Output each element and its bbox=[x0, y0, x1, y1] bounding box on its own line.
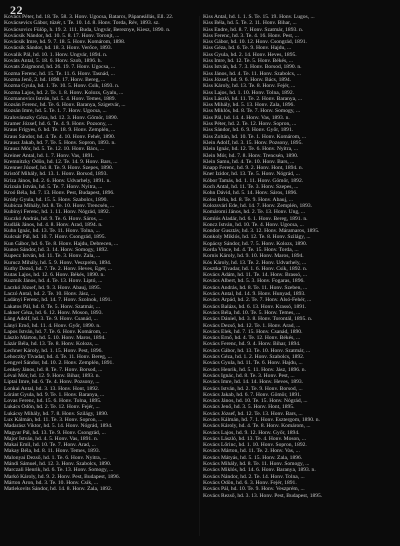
register-entry: Krausz Mór, hd. 5. Te. 12. 10. Honv. Bács, ... bbox=[4, 146, 105, 153]
register-entry: Kovalik Pál, hd. 10. 1. Honv. Ungvár, 1894. n. bbox=[4, 51, 108, 58]
register-entry: Kiss Imre, hd. 12. Te. 5. Honv. Békés, ... bbox=[203, 58, 294, 65]
register-entry: Kovácsik Nándor, hd. 10. 5. 8. 17. Honv. Toronjt, ... bbox=[4, 32, 120, 39]
register-entry: Klein Ignác, hd. 12. Te. 6. Honv. Nyitra, ... bbox=[203, 146, 298, 153]
register-entry: Magyar Pál, hd. 13. Te. 9. Honv. Csongrád, ... bbox=[4, 429, 106, 436]
register-entry: Laczó Antal, hd. 2. Te. 10. Honv. Jász, ... bbox=[4, 291, 95, 298]
register-entry: Kohn Dávid, hd. 5. 14. Honv. Sáros, 1896. bbox=[203, 190, 298, 197]
register-entry: Kovács Károly, hd. 4. Te. 8. Honv. Komárom, ... bbox=[203, 423, 311, 430]
register-entry: Kubinyi Ferenc, hd. 1. 11. Honv. Nógrád, 1892. bbox=[4, 209, 111, 216]
register-entry: Láng Adolf, hd. 3. Te. 9. Honv. Csanád, ... bbox=[4, 316, 98, 323]
register-entry: Kovács Rezső, hd. 3. 13. Honv. Pest, Budapest, 1895. bbox=[203, 492, 323, 499]
register-entry: Kovács Lajos, hd. 9. 12. Honv. Győr, 1894. bbox=[203, 429, 300, 436]
register-entry: Kovács László, hd. 13. Te. 4. Honv. Moson, ... bbox=[203, 435, 306, 442]
register-entry: Kovács Albert, hd. 5. 3. Honv. Fogaras, 1896. bbox=[203, 278, 305, 285]
register-entry: Lányi Ernő, hd. 11. 4. Honv. Győr, 1890. n. bbox=[4, 322, 101, 329]
register-entry: Kiss Zoltán, hd. 10. Te. 1. Honv. Komárom, ... bbox=[203, 133, 306, 140]
register-entry: Kovács Pál, hd. 10. Te. 9. Honv. Veszprém, ... bbox=[203, 486, 305, 493]
register-entry: Kiss István, hd. 7. 3. Honv. Borsod, 1890. n. bbox=[203, 64, 302, 71]
register-entry: Kovács Ignác, hd. 8. Te. 3. Honv. Pest, ... bbox=[203, 372, 295, 379]
register-entry: Kiss Péter, hd. 2. Te. 12. Honv. Sopron, ... bbox=[203, 121, 297, 128]
register-entry: Komáromi János, hd. 2. Te. 13. Honv. Ung, ... bbox=[203, 209, 306, 216]
register-entry: Kraus Sándor, hd. 4. Te. 4. 10. Honv. Fehér, 1890. bbox=[4, 133, 116, 140]
register-entry: Kulcsár Pál, hd. 10. 7. Honv. Csongrád, 1895. bbox=[4, 234, 106, 241]
register-entry: Kiss Sándor, hd. 6. 9. Honv. Győr, 1891. bbox=[203, 127, 294, 134]
register-entry: Kovács Ádám, hd. 11. Te. 14. Honv. Brassó, ... bbox=[203, 272, 308, 279]
register-entry: Kiss Antal, hd. 1. 1. S. Te. 15. 19. Honv. Lugos, ... bbox=[203, 14, 315, 20]
register-entry: Kovácsik Sándor, hd. 18. 3. Honv. Verőce, 1893. bbox=[4, 45, 113, 52]
register-entry: Lapos István, hd. 7. Te. 6. Honv. Komárom, ... bbox=[4, 328, 107, 335]
register-entry: Kóbor Tamás, hd. 1. 11. Honv. Gömör, 1892. bbox=[203, 177, 304, 184]
register-entry: Kozmanovics István, hd. 5. 4. Honv. Temes, 1889. bbox=[4, 95, 116, 102]
register-entry: Krúdy Gyula, hd. 15. 5. Honv. Szabolcs, 1890. bbox=[4, 196, 108, 203]
register-entry: Kiss János, hd. 4. Te. 11. Honv. Szabolcs, ... bbox=[203, 70, 301, 77]
register-entry: Kraus Frigyes, 6. hd. Te. 18. 9. Honv. Zemplén, ... bbox=[4, 127, 116, 134]
register-entry: Komlós Aladár, hd. 6. 1. Honv. Bereg, 1891. n. bbox=[203, 215, 308, 222]
register-entry: Lehoczky Tivadar, hd. 4. Te. 11. Honv. Bereg, ... bbox=[4, 354, 112, 361]
register-entry: Kovács Mátyás, hd. 5. 15. Honv. Zala, 1896. bbox=[203, 454, 303, 461]
register-entry: Kurucz Mihály, hd. 5. 9. Honv. Veszprém, 1894. bbox=[4, 259, 112, 266]
page-number: 22 bbox=[10, 3, 23, 17]
register-entry: Kubicza Mihály, hd. 8. Te. 10. Honv. Trencsén, ... bbox=[4, 202, 115, 209]
register-entry: Kozma Jenő, 2. hd. 1898. 17. Honv. Bereg, ... bbox=[4, 76, 106, 83]
register-entry: Kovácsik Imre, hd. 9. 7. 18. 5. Honv. Komárom, 1898. bbox=[4, 39, 126, 46]
register-entry: Kovács István, hd. 2. Te. 9. Honv. Borsod, ... bbox=[203, 385, 303, 392]
register-entry: Kralovánszky Géza, hd. 12. 3. Honv. Gömör, 1890. bbox=[4, 114, 119, 121]
register-entry: Mándi Sámuel, hd. 12. 3. Honv. Szabolcs, 1890. bbox=[4, 461, 112, 468]
register-entry: Kovács Mihály, hd. 8. Te. 11. Honv. Somogy, ... bbox=[203, 461, 310, 468]
register-entry: Kozma Lajos, hd. 2. Te. 1. 8. Honv. Kolozs, Gyalu, ... bbox=[4, 89, 124, 96]
register-entry: Major István, hd. 4. 5. Honv. Vas, 1891. n. bbox=[4, 435, 99, 442]
register-entry: Kiss Gyula, hd. 2. 14. Honv. Heves, 1895. bbox=[203, 51, 297, 58]
register-entry: Kovács Ernő, hd. 4. Te. 12. Honv. Békés, ... bbox=[203, 335, 301, 342]
register-entry: Kovats Zsigmond, hd. 26. 19. 7. Honv. Ugocsa, ... bbox=[4, 64, 116, 71]
column-divider bbox=[199, 16, 200, 536]
register-entry: Kornis Károly, hd. 9. 10. Honv. Maros, 1894. bbox=[203, 253, 304, 260]
register-entry: Kovács Imre, hd. 14. 14. Honv. Heves, 1893. bbox=[203, 379, 304, 386]
register-entry: Lakatos Pál, hd. 8. Te. 5. Honv. Szatmár, ... bbox=[4, 303, 100, 310]
register-entry: Kosztka Tivadar, hd. 1. 6. Honv. Csik, 1892. n. bbox=[203, 265, 308, 272]
register-entry: Malonyai Dezső, hd. 1. Te. 6. Honv. Nyitra, ... bbox=[4, 454, 107, 461]
register-entry: Kovács Gyula, hd. 11. Te. 6. Honv. Hajdu, ... bbox=[203, 360, 303, 367]
register-entry: Kiss Lajos, hd. 1. 10. Honv. Tolna, 1892. bbox=[203, 89, 294, 96]
register-entry: Krizsán István, hd. 5. Te. 7. Honv. Nyitra, ... bbox=[4, 184, 103, 191]
register-entry: Krenner József, hd. 8. Te. 9. Honv. Szepes, 1890. bbox=[4, 165, 114, 172]
register-entry: Kiss Mihály, hd. 5. 13. Honv. Zala, 1896. bbox=[203, 102, 295, 109]
register-entry: Kupecz István, hd. 11. Te. 3. Honv. Zala, ... bbox=[4, 253, 101, 260]
register-entry: Kiss Gábor, hd. 10. 12. Honv. Csongrád, 1891. bbox=[203, 39, 307, 46]
register-entry: Kuhn Ignác, hd. 13. Te. 11. Honv. Tolna, ... bbox=[4, 228, 100, 235]
register-entry: Kudlák János, hd. 4. 8. Honv. Arad, 1894. n. bbox=[4, 221, 103, 228]
register-entry: Madarász Viktor, hd. 5. 14. Honv. Nógrád, 1894. bbox=[4, 423, 113, 430]
register-entry: Kiss Endre, hd. 8. 7. Honv. Szatmár, 1893. n. bbox=[203, 26, 304, 33]
register-entry: Kovács Árpád, hd. 2. Te. 7. Honv. Alsó-Fehér, ... bbox=[203, 297, 312, 304]
register-entry: Lengyel Sándor, hd. 10. 2. Honv. Zemplén, 1891. bbox=[4, 360, 114, 367]
register-entry: Kuthy Dezső, hd. 7. Te. 2. Honv. Heves, Eger, ... bbox=[4, 265, 112, 272]
register-entry: Markó Károly, hd. 9. 2. Honv. Pest, Budapest, 1896. bbox=[4, 473, 121, 480]
register-entry: Kiss Miklós, hd. 8. Te. 7. Honv. Somogy, ... bbox=[203, 108, 301, 115]
register-entry: Konkoly Miklós, hd. 12. Te. 8. Honv. Szilágy, ... bbox=[203, 234, 311, 241]
register-entry: Lukács Ödön, hd. 2. Te. 12. Honv. Fejér, ... bbox=[4, 404, 100, 411]
register-entry: Liptai Imre, hd. 6. Te. 4. Honv. Pozsony, ... bbox=[4, 379, 100, 386]
register-entry: Kovács Ödön, hd. 6. 3. Honv. Fejér, 1891. bbox=[203, 479, 297, 486]
register-entry: Kun Gábor, hd. 6. Te. 8. Honv. Hajdu, Debrecen, ... bbox=[4, 240, 119, 247]
register-entry: Kuczkó András, hd. 9. Te. 6. Honv. Sáros, ... bbox=[4, 215, 103, 222]
register-entry: Kovács Béla, hd. 10. Te. 5. Honv. Temes, ... bbox=[203, 309, 301, 316]
register-entry: Lóránt Gyula, hd. 9. Te. 1. Honv. Baranya, ... bbox=[4, 391, 105, 398]
register-entry: Klein Samu, hd. 4. Te. 10. Honv. Bars, ... bbox=[203, 158, 295, 165]
register-entry: Lukácsy Mihály, hd. 7. 8. Honv. Szilágy, 1890. bbox=[4, 410, 109, 417]
register-entry: Kiss Ferenc, hd. 3. Te. 4. 16. Honv. Pest, ... bbox=[203, 32, 299, 39]
register-entry: Kovács János, hd. 10. Te. 15. Honv. Nógrád, ... bbox=[203, 398, 308, 405]
register-entry: Kiss Pál, hd. 14. 4. Honv. Vas, 1893. n. bbox=[203, 114, 290, 121]
register-entry: Kovács Dezső, hd. 12. Te. 1. Honv. Arad, ... bbox=[203, 322, 301, 329]
register-entry: Kovács Jakab, hd. 6. 7. Honv. Gömör, 1891. bbox=[203, 391, 302, 398]
register-entry: Márton Áron, hd. 3. Te. 10. Honv. Csik, ... bbox=[4, 479, 99, 486]
register-entry: Kovács Péter, hd. 18. Te. 58. 3. Honv. Ugocsa, Batarcs, Pápaneállás, Ell. 22. bbox=[4, 14, 174, 20]
register-entry: Kovács Elek, hd. 7. 15. Honv. Csanád, 1890. bbox=[203, 328, 303, 335]
register-entry: Kozsán Ferenc, hd. Te. 6. Honv. Baranya, Szigetvár, ... bbox=[4, 102, 126, 109]
right-column bbox=[203, 14, 396, 544]
register-entry: Kovács Dániel, hd. 3. 8. Honv. Torontál, 1895. n. bbox=[203, 316, 313, 323]
register-entry: Kramer József, hd. 6. Te. 4. 9. Honv. Pozsony, ... bbox=[4, 121, 113, 128]
register-entry: Kováts Antal, 5. 18. 6. Honv. Szob, 1896. h. bbox=[4, 58, 102, 65]
register-entry: Makai Emil, hd. 10. Te. 7. Honv. Arad, ... bbox=[4, 442, 96, 449]
register-entry: Koncz István, hd. 10. Te. 4. Honv. Ugocsa, ... bbox=[203, 221, 304, 228]
register-entry: Kovács Miklós, hd. 14. 6. Honv. Baranya, 1893. n. bbox=[203, 467, 316, 474]
register-entry: Kovács József, hd. 12. Te. 13. Honv. Bars, ... bbox=[203, 410, 303, 417]
register-entry: Kovács Ferenc, hd. 9. 4. Honv. Bihar, 1894. bbox=[203, 341, 301, 348]
register-entry: Kuzmik János, hd. 4. Te. 13. Honv. Liptó, ... bbox=[4, 278, 103, 285]
register-entry: Kiss Béla, hd. 5. Te. 2. 11. Honv. Bihar, ... bbox=[203, 20, 297, 27]
register-entry: Kovács Henrik, hd. 5. 11. Honv. Jász, 1896. n. bbox=[203, 366, 306, 373]
register-entry: Kovács Géza, hd. 1. 2. Honv. Szabolcs, 1892. bbox=[203, 354, 305, 361]
register-entry: Kós Károly, hd. 13. Te. 2. Honv. Udvarhely, ... bbox=[203, 259, 307, 266]
register-entry: Kunos Sándor, hd. 3. 14. Honv. Somogy, 1892. bbox=[4, 246, 109, 253]
register-entry: Knapp Ferenc, hd. 9. 2. Honv. Hont, 1894. n. bbox=[203, 165, 304, 172]
register-entry: Kiss Károly, hd. 13. Te. 8. Honv. Fejér, ... bbox=[203, 83, 296, 90]
register-entry: Lakner Géza, hd. 6. 12. Honv. Moson, 1893. bbox=[4, 309, 103, 316]
register-entry: Ladányi Ferenc, hd. 14. 7. Honv. Szolnok, 1891. bbox=[4, 297, 112, 304]
register-entry: Kovács András, hd. 8. Te. 11. Honv. Szeben, ... bbox=[203, 284, 308, 291]
register-entry: Kolos Béla, hd. 8. Te. 9. Honv. Abauj, ... bbox=[203, 196, 294, 203]
register-entry: Kozma Gyula, hd. 1. Te. 10. 5. Honv. Csik, 1893. n. bbox=[4, 83, 120, 90]
register-entry: Lászlo Márton, hd. 5. 10. Honv. Maros, 1894. bbox=[4, 335, 106, 342]
register-entry: Klein Adolf, hd. 3. 15. Honv. Pozsony, 1895. bbox=[203, 139, 303, 146]
register-entry: Kovács Antal, hd. 14. 9. Honv. Hunyad, 1893. bbox=[203, 291, 306, 298]
register-entry: Kovács Márton, hd. 11. Te. 2. Honv. Vas, ... bbox=[203, 448, 300, 455]
register-entry: Lovas Ferenc, hd. 15. 6. Honv. Tolna, 1895. bbox=[4, 398, 102, 405]
register-entry: Kozsán Imre, hd. 5. Te. 1. 7. Honv. Ugocsa, ... bbox=[4, 108, 107, 115]
register-entry: Lenkey János, hd. 8. Te. 7. Honv. Borsod, ... bbox=[4, 366, 103, 373]
register-entry: Kovács Gábor, hd. 13. Te. 10. Honv. Szatmár, ... bbox=[203, 347, 311, 354]
register-entry: Kovács Balázs, hd. 6. 13. Honv. Krassó, 1891. bbox=[203, 303, 307, 310]
register-entry: Kroó Béla, hd. 7. 13. Honv. Pest, Budapest, 1896. bbox=[4, 190, 115, 197]
register-entry: Lux Kálmán, hd. 11. Te. 3. Honv. Sopron, ... bbox=[4, 417, 103, 423]
register-entry: Lonkai Antal, hd. 3. 13. Honv. Hont, 1892. bbox=[4, 385, 100, 392]
register-entry: Kiss Géza, hd. 6. Te. 9. Honv. Hajdu, ... bbox=[203, 45, 292, 52]
register-entry: Kner Izidor, hd. 13. Te. 5. Honv. Nógrád, ... bbox=[203, 171, 300, 178]
register-entry: Kriza János, hd. 2. 6. Honv. Udvarhely, 1891. n. bbox=[4, 177, 111, 184]
left-column bbox=[4, 14, 197, 544]
register-entry: Marczali Henrik, hd. 6. Te. 13. Honv. Somogy, ... bbox=[4, 467, 114, 474]
register-entry: Krausz Jakab, hd. 7. Te. 5. Honv. Sopron, 1893. n. bbox=[4, 139, 116, 146]
register-entry: Kolozsvári Ede, hd. 14. 7. Honv. Zemplén, 1893. bbox=[203, 202, 313, 209]
register-entry: Kovács Kálmán, hd. 7. 1. Honv. Esztergom, 1890. n. bbox=[203, 417, 320, 423]
register-entry: Kutas Lajos, hd. 12. 6. Honv. Békés, 1890. n. bbox=[4, 272, 105, 279]
register-entry: Koch Antal, hd. 11. Te. 3. Honv. Szepes, ... bbox=[203, 184, 299, 191]
register-entry: Laczkó József, hd. 9. 3. Honv. Abauj, 1895. bbox=[4, 284, 101, 291]
register-entry: Kovács Jenő, hd. 3. 5. Honv. Hont, 1895. bbox=[203, 404, 295, 411]
register-entry: Kovácsevics Gábor, tüzér, t. Te. 10. 14. 8. Honv. Torda, Rév, 1893. sz. bbox=[4, 20, 160, 27]
register-entry: Kristóf Mihály, hd. 13. 1. Honv. Borsod, 1893. bbox=[4, 171, 108, 178]
register-entry: Matlekovits Sándor, hd. 14. 8. Honv. Zala, 1892. bbox=[4, 486, 113, 493]
register-entry: Kreiner Antal, hd. 1. 7. Honv. Vas, 1891. bbox=[4, 152, 95, 159]
register-entry: Kremnitzky Ödön, hd. 12. Te. 14. 9. Honv. Bars, ... bbox=[4, 158, 118, 165]
register-entry: Lázár Béla, hd. 13. Te. 8. Honv. Kolozs, ... bbox=[4, 341, 99, 348]
register-entry: Lechner Károly, hd. 1. 15. Honv. Pest, 1896. bbox=[4, 347, 103, 354]
register-entry: Klein Mór, hd. 7. 8. Honv. Trencsén, 1890. bbox=[203, 152, 299, 159]
register-entry: Kozma Ferenc, hd. 15. Te. 11. 6. Honv. Tasnád, ... bbox=[4, 70, 115, 77]
register-entry: Kovács Nándor, hd. 2. Te. 14. Honv. Tolna, ... bbox=[203, 473, 305, 480]
register-entry: Makay Béla, hd. 8. 11. Honv. Temes, 1893. bbox=[4, 448, 100, 455]
register-entry: Kovács Lőrinc, hd. 1. 10. Honv. Sopron, 1892. bbox=[203, 442, 307, 449]
register-entry: Lévai Mór, hd. 12. 9. Honv. Bihar, 1893. n. bbox=[4, 372, 100, 379]
register-entry: Kiss László, hd. 11. Te. 2. Honv. Baranya, ... bbox=[203, 95, 303, 102]
register-entry: Kiss József, hd. 9. 6. Honv. Bács, 1894. bbox=[203, 76, 292, 83]
register-entry: Kovácsovics Fülöp, h. 19. 2. 111. Buda, Ungvár, Bereznye, Kiesz, 1890. n. bbox=[4, 26, 171, 33]
register-entry: Kondor Gusztáv, hd. 3. 12. Honv. Máramaros, 1895. bbox=[203, 228, 320, 235]
register-entry: Kopácsy Sándor, hd. 7. 5. Honv. Kolozs, 1890. bbox=[203, 240, 308, 247]
register-entry: Korda Vince, hd. 4. Te. 15. Honv. Torda, ... bbox=[203, 246, 299, 253]
